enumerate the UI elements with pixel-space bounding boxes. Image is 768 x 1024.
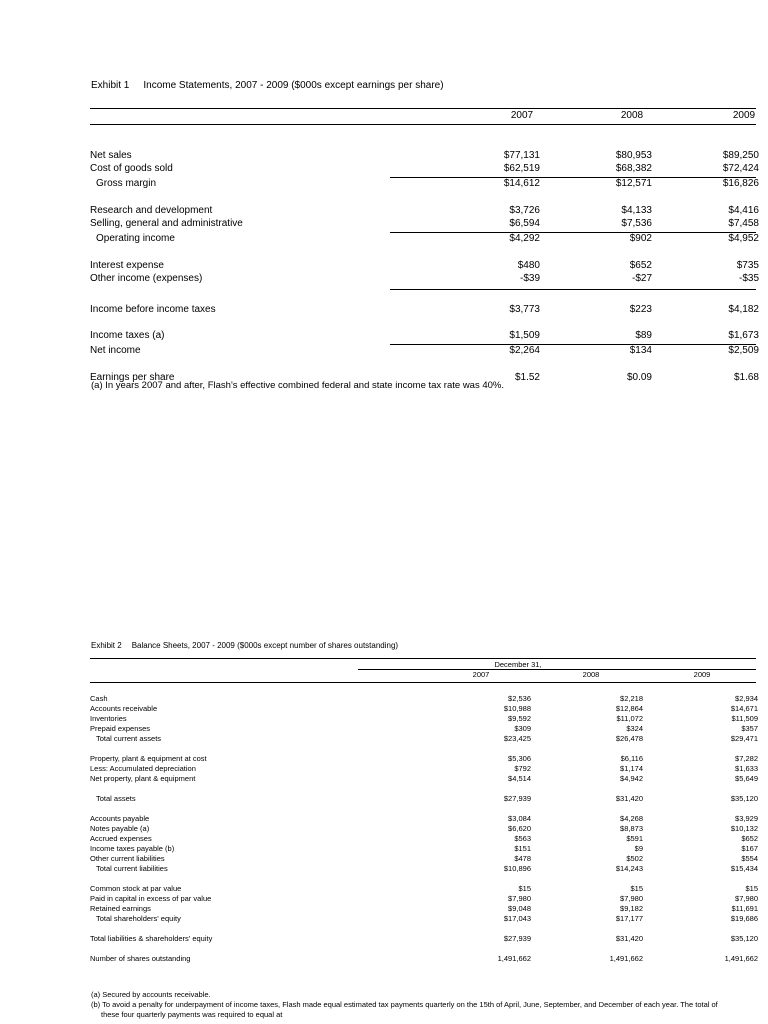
balance-sheet-table (90, 658, 756, 964)
row-shareholders-equity: Total shareholders' equity $17,043 $17,177 $19,686 (96, 914, 758, 923)
year-header: 2008 (582, 670, 600, 679)
exhibit1-number: Exhibit 1 (91, 80, 130, 91)
exhibit1-title-text: Income Statements, 2007 - 2009 ($000s except earnings per share) (143, 80, 444, 91)
row-notes-payable: Notes payable (a) $6,620 $8,873 $10,132 (90, 824, 758, 833)
row-total-current-liabilities: Total current liabilities $10,896 $14,243 $15,434 (96, 864, 758, 873)
exhibit1-title (91, 80, 444, 91)
date-header: December 31, (494, 660, 542, 669)
exhibit2-footnotes (91, 990, 731, 1020)
row-income-taxes-payable: Income taxes payable (b) $151 $9 $167 (90, 844, 758, 853)
exhibit2-number: Exhibit 2 (91, 641, 122, 650)
row-accrued-expenses: Accrued expenses $563 $591 $652 (90, 834, 758, 843)
income-statement-table (90, 108, 759, 385)
row-operating-income: Operating income $4,292 $902 $4,952 (96, 232, 759, 244)
row-depreciation: Less: Accumulated depreciation $792 $1,174 $1,633 (90, 764, 758, 773)
exhibit2-title (91, 641, 398, 650)
row-other-income: Other income (expenses) -$39 -$27 -$35 (90, 273, 759, 284)
exhibit2-title-text: Balance Sheets, 2007 - 2009 ($000s except number of shares outstanding) (131, 641, 399, 650)
row-sga: Selling, general and administrative $6,594 $7,536 $7,458 (90, 218, 759, 229)
row-paid-in-capital: Paid in capital in excess of par value $7,980 $7,980 $7,980 (90, 894, 758, 903)
row-ppe: Property, plant & equipment at cost $5,306 $6,116 $7,282 (90, 754, 758, 763)
footnote-b: (b) To avoid a penalty for underpayment of income taxes, Flash made equal estimated tax payments quarterly on the 15th of April, June, September, and December of each year. The total of these four quarterly payments was required to equal at (91, 1000, 718, 1019)
row-inventories: Inventories $9,592 $11,072 $11,509 (90, 714, 758, 723)
row-prepaid-expenses: Prepaid expenses $309 $324 $357 (90, 724, 758, 733)
row-total-current-assets: Total current assets $23,425 $26,478 $29,471 (96, 734, 758, 743)
row-interest-expense: Interest expense $480 $652 $735 (90, 259, 759, 271)
year-header-row (90, 670, 756, 680)
row-common-stock: Common stock at par value $15 $15 $15 (90, 884, 758, 893)
row-total-liabilities-equity: Total liabilities & shareholders' equity $27,939 $31,420 $35,120 (90, 934, 758, 943)
row-total-assets: Total assets $27,939 $31,420 $35,120 (96, 794, 758, 803)
footnote-a: (a) Secured by accounts receivable. (91, 990, 211, 999)
row-cash: Cash $2,536 $2,218 $2,934 (90, 694, 758, 703)
row-income-taxes: Income taxes (a) $1,509 $89 $1,673 (90, 330, 759, 341)
year-header: 2009 (693, 670, 711, 679)
row-net-income: Net income $2,264 $134 $2,509 (90, 344, 759, 356)
year-header: 2007 (510, 110, 534, 121)
row-eps: Earnings per share $1.52 $0.09 $1.68 (90, 371, 759, 383)
row-retained-earnings: Retained earnings $9,048 $9,182 $11,691 (90, 904, 758, 913)
exhibit1-footnote: (a) In years 2007 and after, Flash's effective combined federal and state income tax rate was 40%. (91, 380, 505, 391)
row-cogs: Cost of goods sold $62,519 $68,382 $72,424 (90, 163, 759, 174)
row-accounts-receivable: Accounts receivable $10,988 $12,864 $14,671 (90, 704, 758, 713)
row-rnd: Research and development $3,726 $4,133 $4,416 (90, 204, 759, 216)
year-header-row (90, 110, 756, 124)
row-shares-outstanding: Number of shares outstanding 1,491,662 1,491,662 1,491,662 (90, 954, 758, 963)
row-net-ppe: Net property, plant & equipment $4,514 $4,942 $5,649 (90, 774, 758, 783)
row-gross-margin: Gross margin $14,612 $12,571 $16,826 (96, 177, 759, 189)
row-other-current-liabilities: Other current liabilities $478 $502 $554 (90, 854, 758, 863)
year-header: 2009 (732, 110, 756, 121)
row-net-sales: Net sales $77,131 $80,953 $89,250 (90, 149, 759, 161)
year-header: 2007 (472, 670, 490, 679)
row-income-before-taxes: Income before income taxes $3,773 $223 $4,182 (90, 303, 759, 315)
year-header: 2008 (620, 110, 644, 121)
row-accounts-payable: Accounts payable $3,084 $4,268 $3,929 (90, 814, 758, 823)
